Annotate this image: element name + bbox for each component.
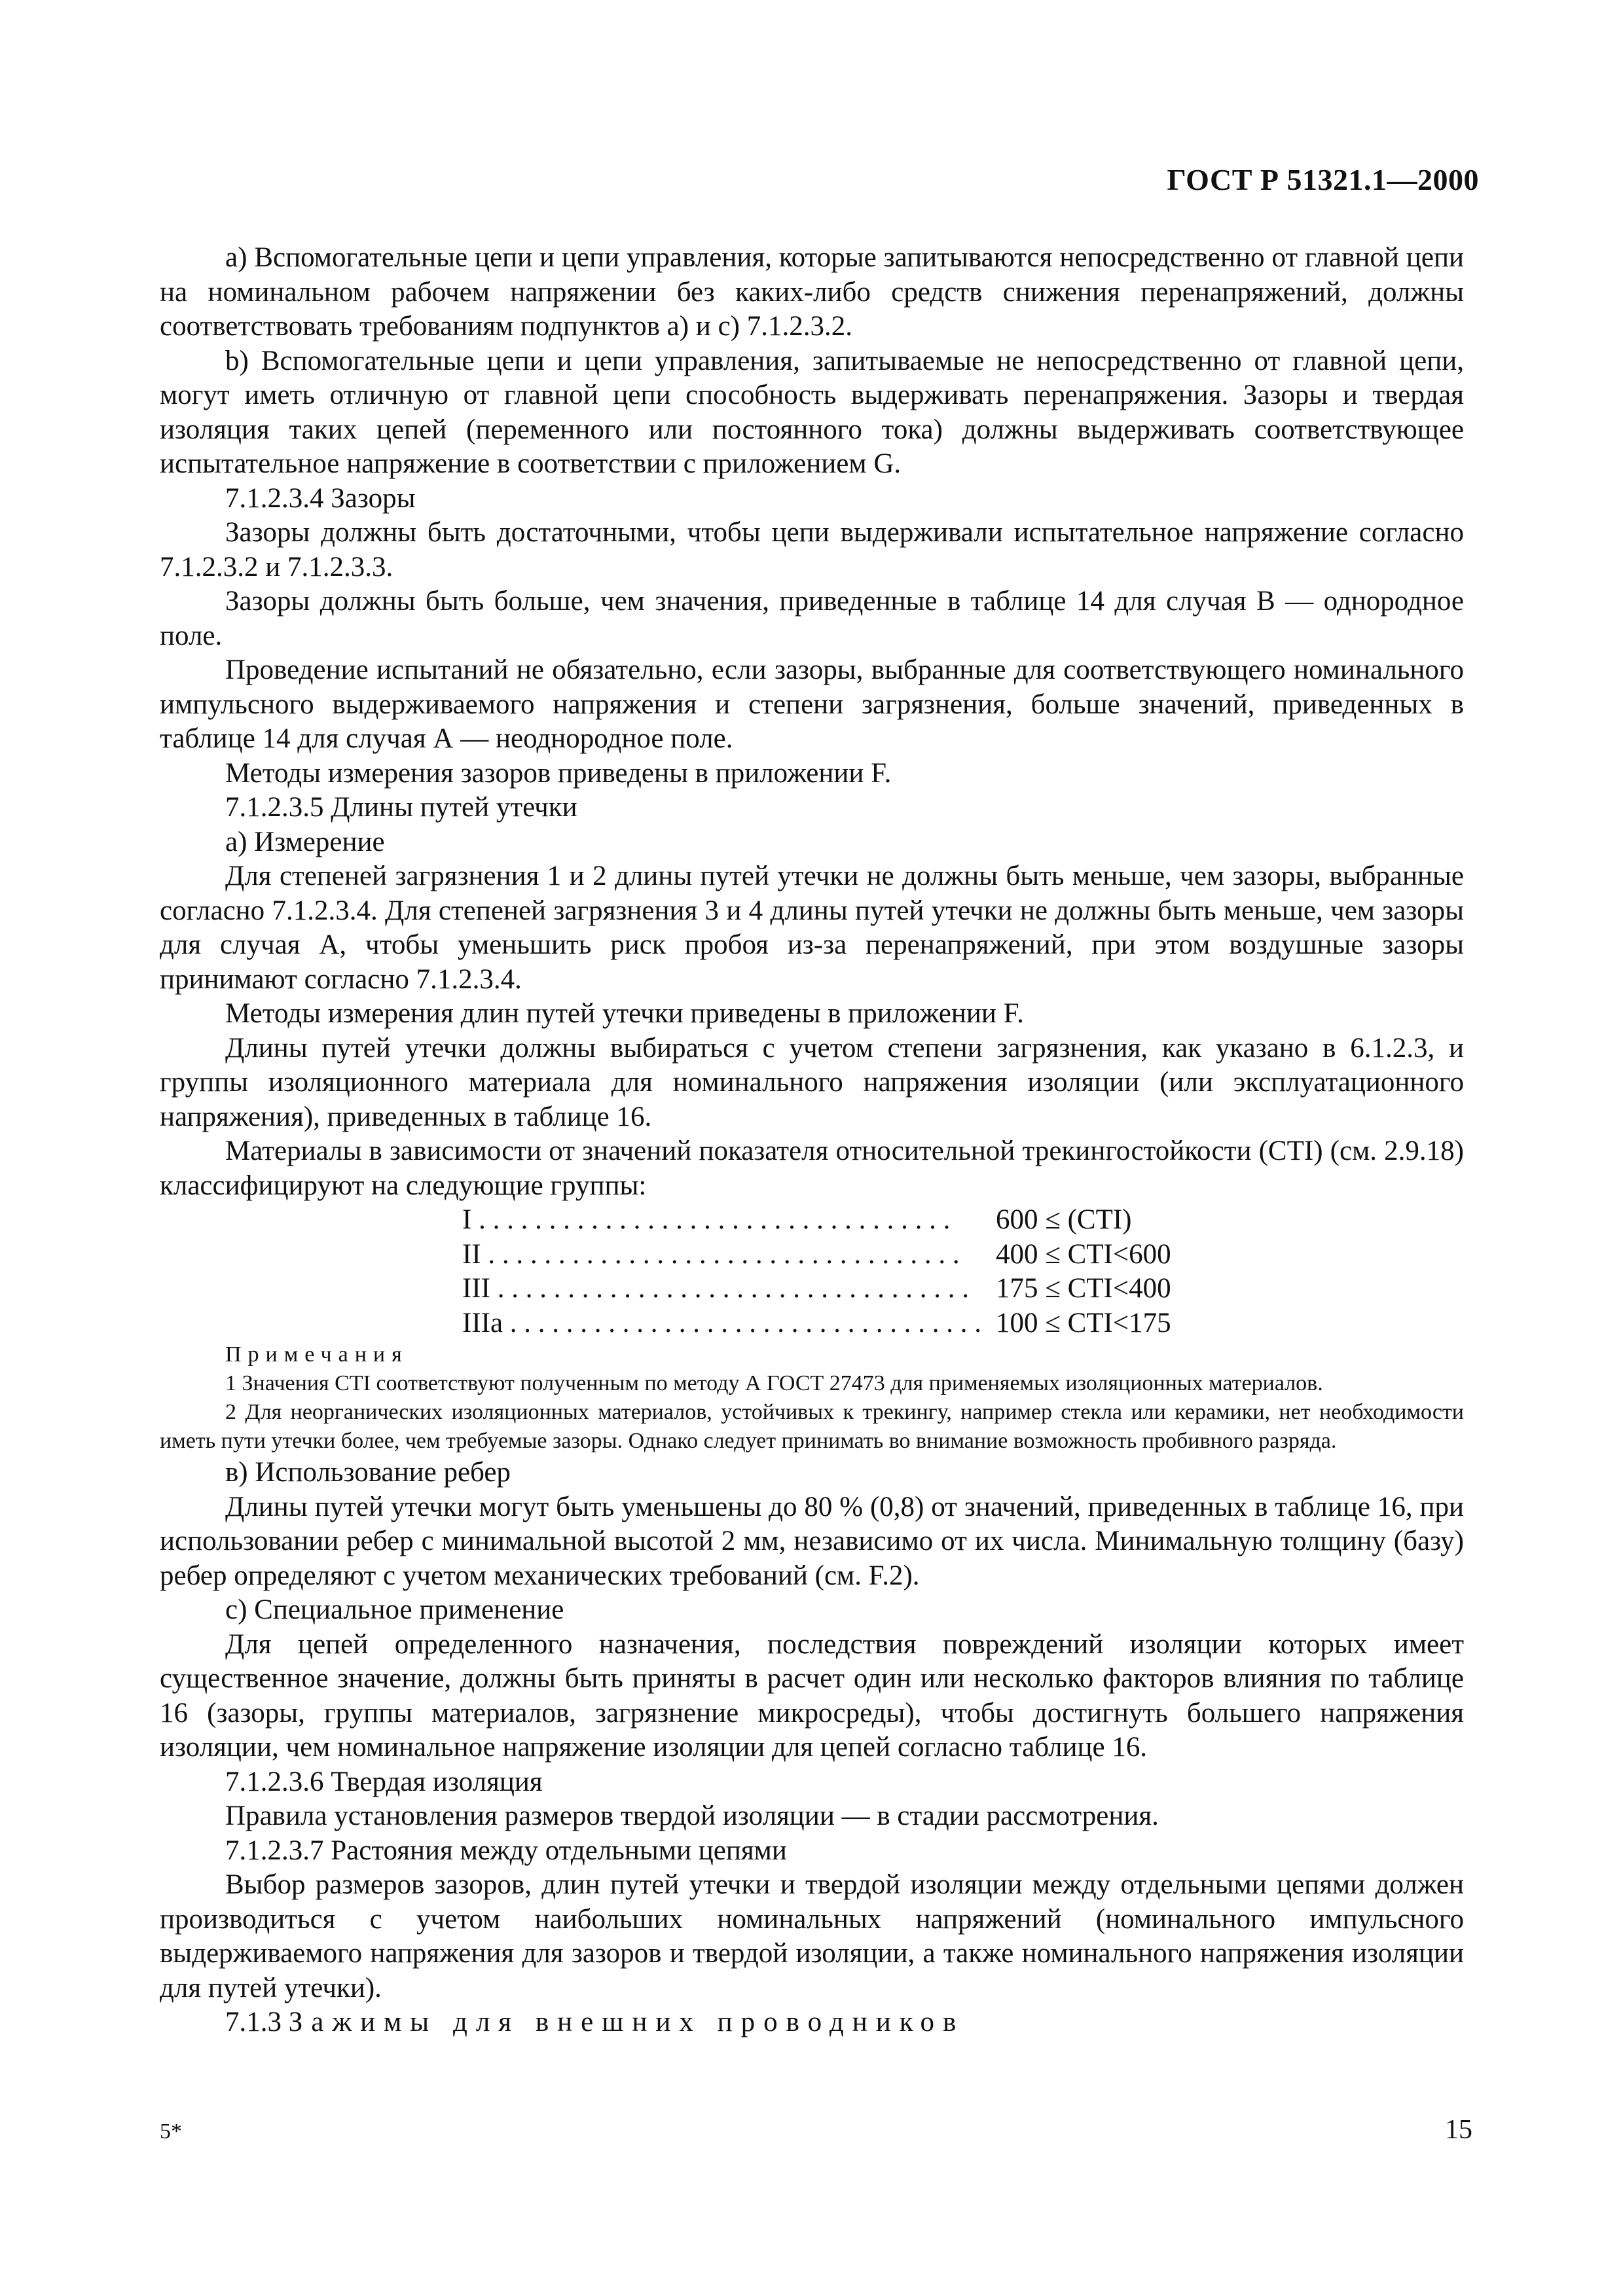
subsection-heading: 7.1.2.3.6 Твердая изоляция <box>225 1766 543 1797</box>
group-range: 175 ≤ CTI<400 <box>996 1273 1171 1304</box>
footer-sheet-mark: 5* <box>160 2119 182 2144</box>
note-item: 1 Значения CTI соответствуют полученным по методу А ГОСТ 27473 для применяемых изоляционных материалов. <box>225 1371 1323 1395</box>
paragraph: Для степеней загрязнения 1 и 2 длины путей утечки не должны быть меньше, чем зазоры, выбранные согласно 7.1.2.3.4. Для степеней загрязнения 3 и 4 длины путей утечки не должны быть меньше, чем зазоры для случая А, чтобы уменьшить риск пробоя из-за перенапряжений, при этом воздушные зазоры принимают согласно 7.1.2.3.4. <box>160 861 1464 995</box>
notes-heading: Примечания <box>225 1342 409 1367</box>
paragraph: Методы измерения зазоров приведены в приложении F. <box>225 757 892 789</box>
standard-header: ГОСТ Р 51321.1—2000 <box>1167 163 1479 196</box>
paragraph: Для цепей определенного назначения, последствия повреждений изоляции которых имеет существенное значение, должны быть приняты в расчет один или несколько факторов влияния по таблице 16 (зазоры, группы материалов, загрязнение микросреды), чтобы достигнуть большего напряжения изоляции, чем номинальное напряжение изоляции для цепей согласно таблице 16. <box>160 1628 1464 1763</box>
material-group-row: IIIa . . . . . . . . . . . . . . . . . . . . . . . . . . . . . . . . . . 100 ≤ CTI<175 <box>462 1306 1464 1341</box>
paragraph: Правила установления размеров твердой изоляции — в стадии рассмотрения. <box>225 1801 1159 1831</box>
group-range: 600 ≤ (CTI) <box>996 1204 1132 1235</box>
item-heading: c) Специальное применение <box>225 1594 564 1625</box>
section-number: 7.1.3 <box>225 2007 282 2037</box>
material-group-row: III . . . . . . . . . . . . . . . . . . . . . . . . . . . . . . . . . . 175 ≤ CTI<400 <box>462 1272 1464 1306</box>
paragraph: Методы измерения длин путей утечки приведены в приложении F. <box>225 998 1024 1029</box>
material-groups-list <box>462 1203 1464 1340</box>
subsection-heading: 7.1.2.3.4 Зазоры <box>225 482 416 514</box>
paragraph: Зазоры должны быть достаточными, чтобы цепи выдерживали испытательное напряжение согласно 7.1.2.3.2 и 7.1.2.3.3. <box>160 517 1464 583</box>
paragraph: a) Вспомогательные цепи и цепи управления, которые запитываются непосредственно от главной цепи на номинальном рабочем напряжении без каких-либо средств снижения перенапряжений, должны соответствовать требованиям подпунктов a) и c) 7.1.2.3.2. <box>160 242 1464 342</box>
group-name: IIIa <box>462 1307 503 1338</box>
section-title: Зажимы для внешних проводников <box>288 2007 965 2037</box>
group-name: III <box>462 1273 490 1304</box>
group-range: 100 ≤ CTI<175 <box>996 1307 1171 1338</box>
item-heading: a) Измерение <box>225 826 385 857</box>
subsection-heading: 7.1.2.3.5 Длины путей утечки <box>225 792 577 823</box>
paragraph: Длины путей утечки должны выбираться с учетом степени загрязнения, как указано в 6.1.2.3, и группы изоляционного материала для номинального напряжения изоляции (или эксплуатационного напряжения), приведенных в таблице 16. <box>160 1032 1464 1132</box>
paragraph: Проведение испытаний не обязательно, если зазоры, выбранные для соответствующего номинального импульсного выдерживаемого напряжения и степени загрязнения, больше значений, приведенных в таблице 14 для случая А — неоднородное поле. <box>160 655 1464 754</box>
material-group-row: II . . . . . . . . . . . . . . . . . . . . . . . . . . . . . . . . . . 400 ≤ CTI<600 <box>462 1238 1464 1272</box>
subsection-heading: 7.1.2.3.7 Растояния между отдельными цепями <box>225 1835 787 1866</box>
section-heading <box>160 2005 1464 2040</box>
item-heading: в) Использование ребер <box>225 1457 511 1488</box>
paragraph: Длины путей утечки могут быть уменьшены до 80 % (0,8) от значений, приведенных в таблице 16, при использовании ребер с минимальной высотой 2 мм, независимо от их числа. Минимальную толщину (базу) ребер определяют с учетом механических требований (см. F.2). <box>160 1491 1464 1591</box>
document-body <box>160 241 1464 2040</box>
paragraph: b) Вспомогательные цепи и цепи управления, запитываемые не непосредственно от главной цепи, могут иметь отличную от главной цепи способность выдерживать перенапряжения. Зазоры и твердая изоляция таких цепей (переменного или постоянного тока) должны выдерживать соответствующее испытательное напряжение в соответствии с приложением G. <box>160 345 1464 479</box>
paragraph: Зазоры должны быть больше, чем значения, приведенные в таблице 14 для случая В — однородное поле. <box>160 586 1464 651</box>
group-name: I <box>462 1204 472 1235</box>
material-group-row: I . . . . . . . . . . . . . . . . . . . . . . . . . . . . . . . . . . 600 ≤ (CTI) <box>462 1203 1464 1238</box>
note-item: 2 Для неорганических изоляционных материалов, устойчивых к трекингу, например стекла или керамики, нет необходимости иметь пути утечки более, чем требуемые зазоры. Однако следует принимать во внимание возможность пробивного разряда. <box>160 1400 1464 1453</box>
group-name: II <box>462 1238 481 1270</box>
paragraph: Материалы в зависимости от значений показателя относительной трекингостойкости (CTI) (см. 2.9.18) классифицируют на следующие группы: <box>160 1136 1464 1201</box>
paragraph: Выбор размеров зазоров, длин путей утечки и твердой изоляции между отдельными цепями должен производиться с учетом наибольших номинальных напряжений (номинального импульсного выдерживаемого напряжения для зазоров и твердой изоляции, а также номинального напряжения изоляции для путей утечки). <box>160 1869 1464 2003</box>
group-range: 400 ≤ CTI<600 <box>996 1238 1171 1270</box>
page-number: 15 <box>1445 2115 1472 2145</box>
